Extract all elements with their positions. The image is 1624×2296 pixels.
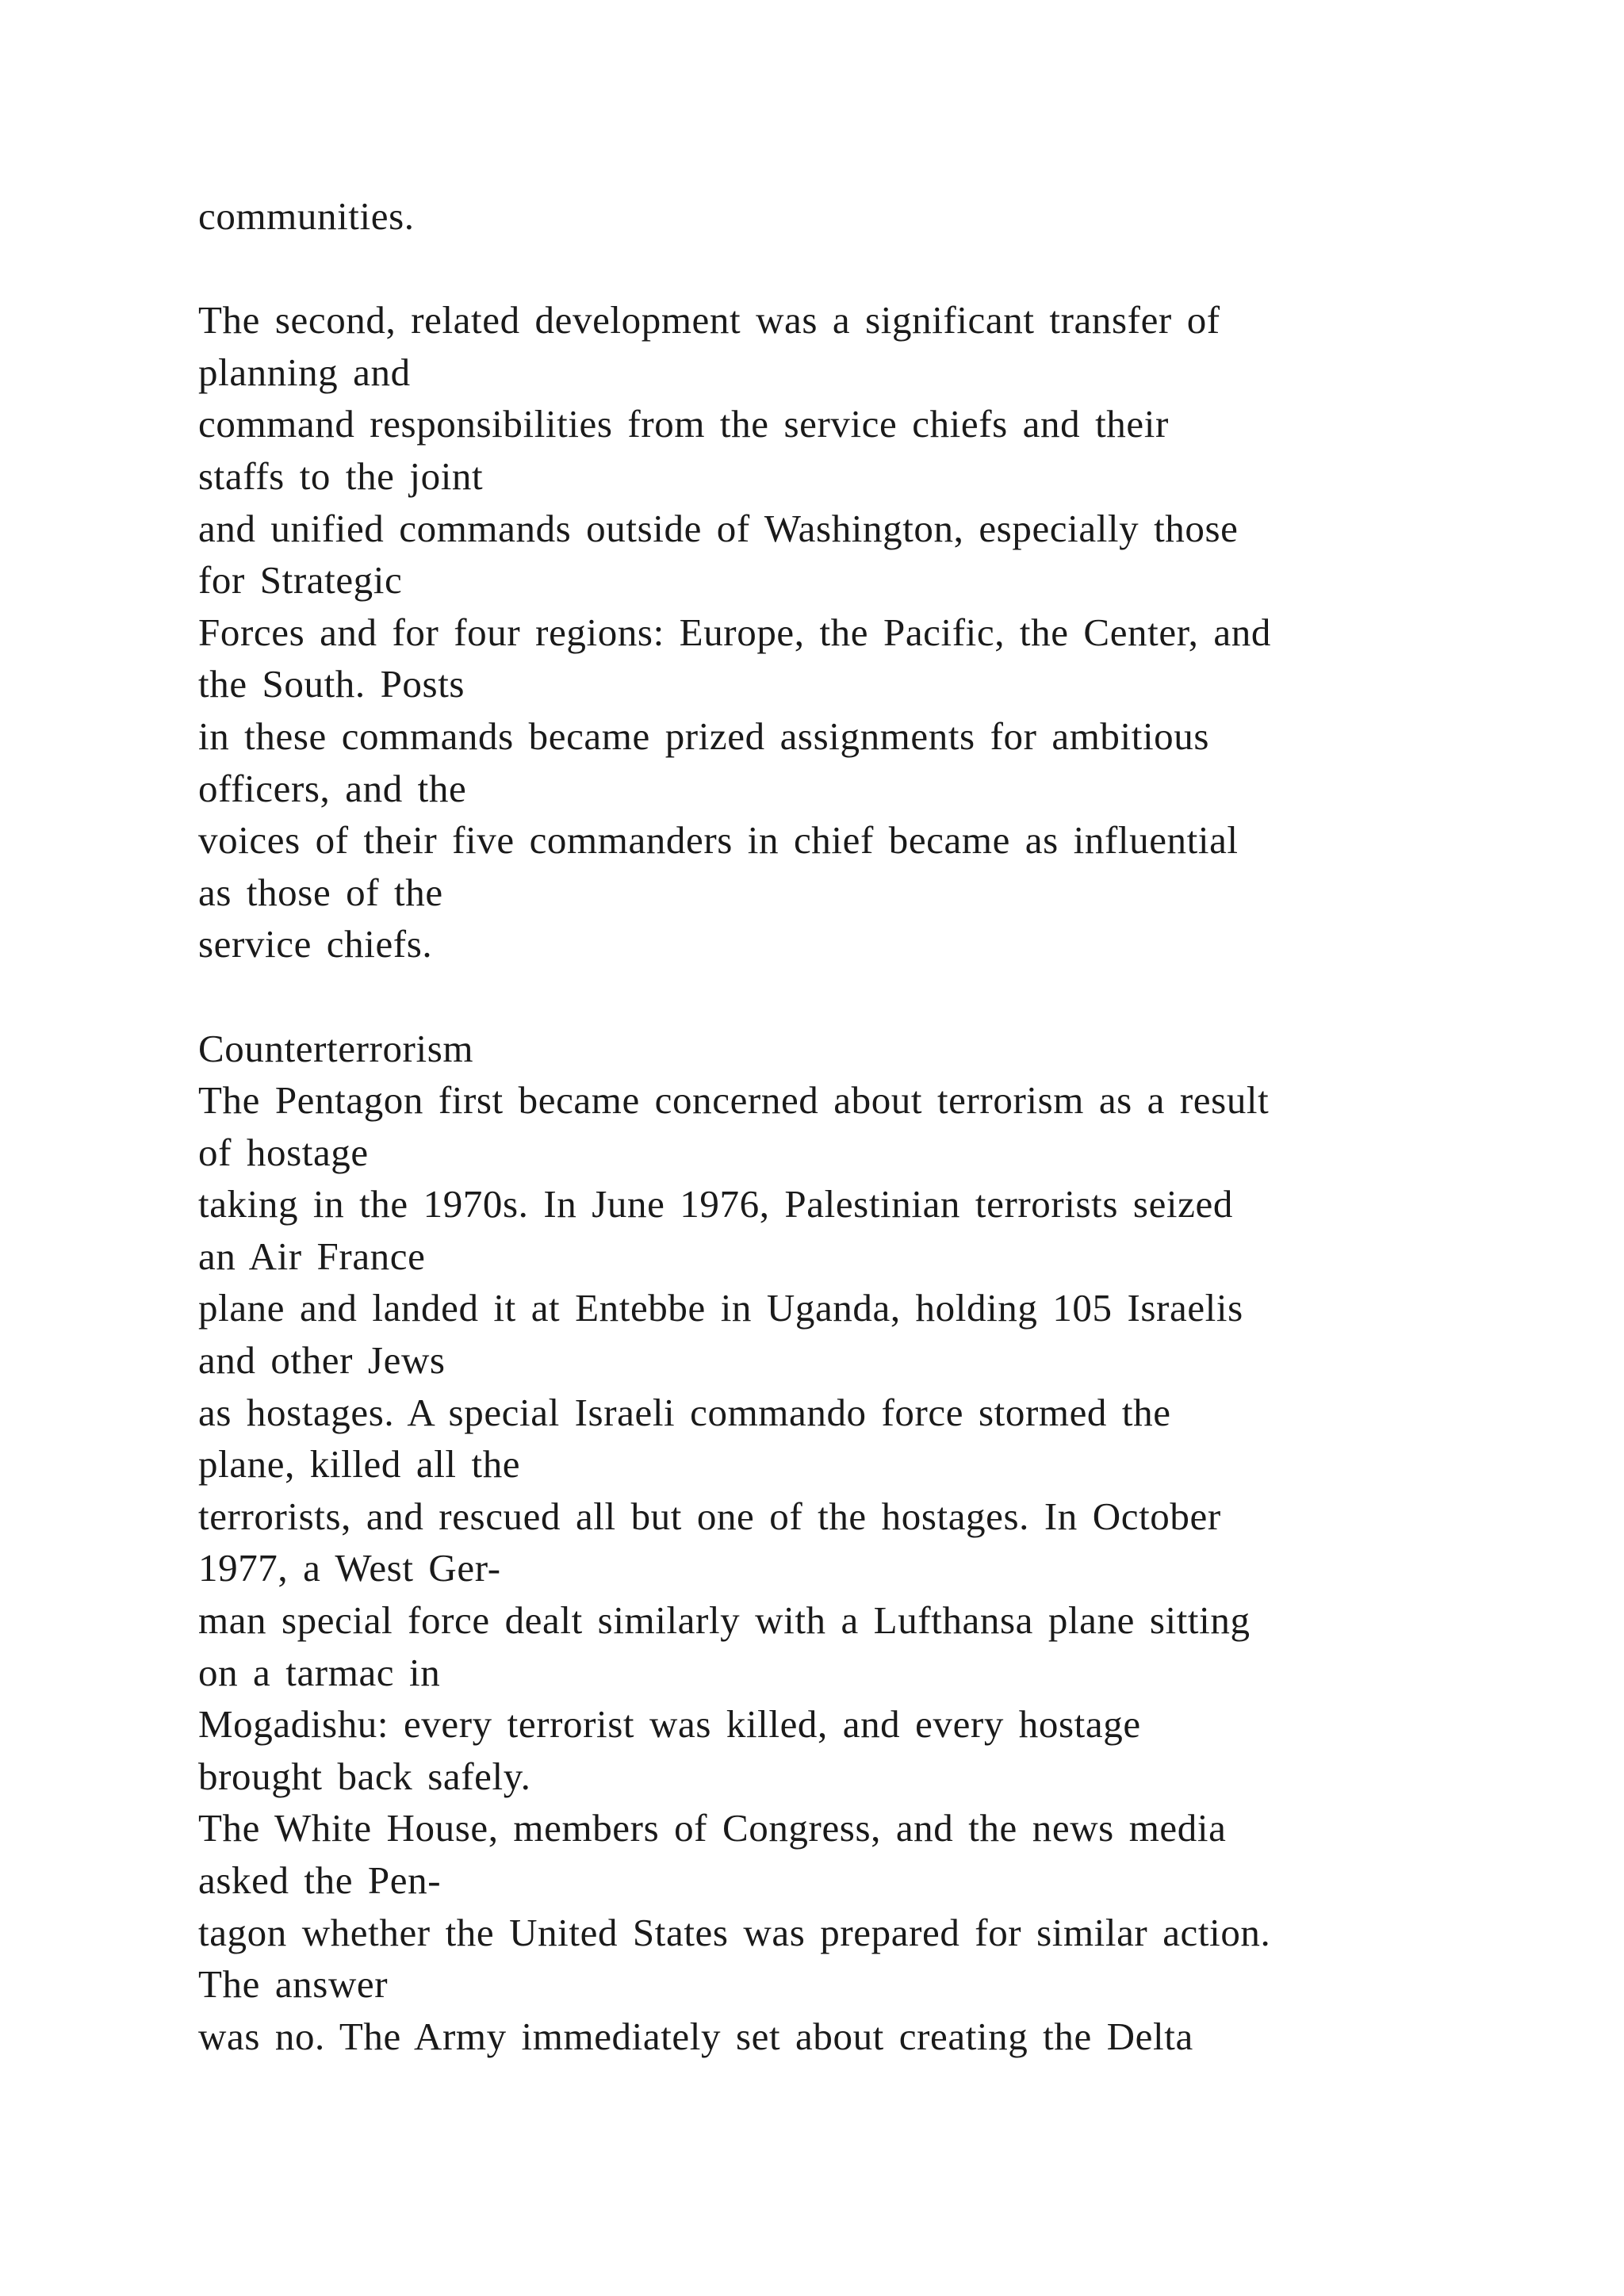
text-line: as those of the — [198, 870, 443, 914]
text-line: Mogadishu: every terrorist was killed, and every hostage — [198, 1702, 1141, 1747]
text-line: Counterterrorism — [198, 1026, 474, 1070]
text-line: tagon whether the United States was prepared for similar action. — [198, 1910, 1271, 1954]
text-line: an Air France — [198, 1234, 426, 1278]
text-line: Forces and for four regions: Europe, the Pacific, the Center, and — [198, 610, 1271, 654]
text-line: The Pentagon first became concerned about terrorism as a result — [198, 1078, 1270, 1123]
text-line: as hostages. A special Israeli commando force stormed the — [198, 1390, 1171, 1434]
text-line: the South. Posts — [198, 662, 465, 706]
text-line: 1977, a West Ger- — [198, 1546, 501, 1590]
text-line: man special force dealt similarly with a Lufthansa plane sitting — [198, 1598, 1251, 1643]
text-line: service chiefs. — [198, 922, 433, 966]
text-line: taking in the 1970s. In June 1976, Palestinian terrorists seized — [198, 1182, 1233, 1226]
text-line: in these commands became prized assignments for ambitious — [198, 714, 1210, 758]
text-line: for Strategic — [198, 558, 403, 603]
text-line: was no. The Army immediately set about creating the Delta — [198, 2014, 1193, 2058]
text-line: asked the Pen- — [198, 1858, 442, 1902]
text-line: planning and — [198, 350, 411, 394]
text-line: The second, related development was a significant transfer of — [198, 298, 1220, 342]
text-line: and unified commands outside of Washington, especially those — [198, 506, 1239, 550]
text-line: on a tarmac in — [198, 1650, 441, 1694]
text-line: The White House, members of Congress, and the news media — [198, 1806, 1227, 1850]
text-line: and other Jews — [198, 1338, 446, 1383]
text-line: staffs to the joint — [198, 453, 484, 498]
text-line: officers, and the — [198, 766, 467, 810]
text-line: of hostage — [198, 1130, 369, 1174]
text-line: command responsibilities from the service chiefs and their — [198, 402, 1169, 446]
text-line: voices of their five commanders in chief became as influential — [198, 818, 1239, 863]
blank-line — [198, 243, 1507, 295]
text-line: plane and landed it at Entebbe in Uganda, holding 105 Israelis — [198, 1286, 1243, 1330]
text-line: plane, killed all the — [198, 1442, 521, 1487]
text-line: communities. — [198, 194, 415, 238]
text-line: brought back safely. — [198, 1754, 531, 1798]
blank-line — [198, 970, 1507, 1023]
document-body — [198, 190, 1507, 2062]
text-line: The answer — [198, 1962, 389, 2007]
text-line: terrorists, and rescued all but one of the hostages. In October — [198, 1494, 1221, 1538]
